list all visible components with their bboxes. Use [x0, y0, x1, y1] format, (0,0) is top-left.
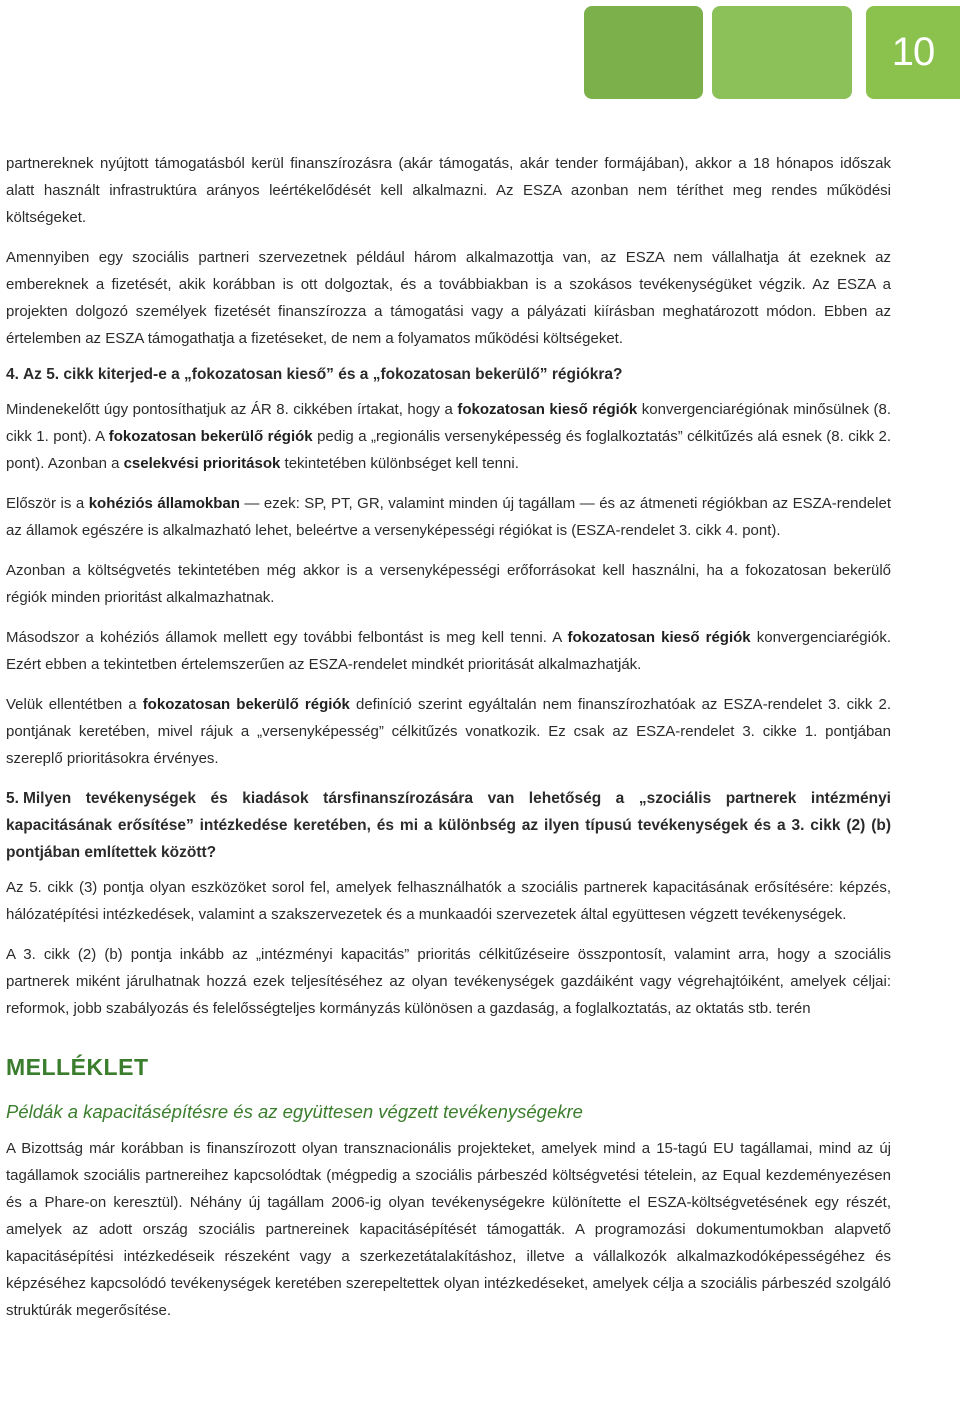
question-4 — [6, 361, 891, 388]
paragraph-5: Azonban a költségvetés tekintetében még akkor is a versenyképességi erőforrásokat kell használni, ha a fokozatosan bekerülő régiók minden prioritást alkalmazhatnak. — [6, 562, 891, 606]
annex-title: MELLÉKLET — [6, 1054, 149, 1080]
paragraph-4 — [6, 490, 891, 544]
page-number: 10 — [866, 6, 960, 99]
annex-subtitle: Példák a kapacitásépítésre és az együttesen végzett tevékenységekre — [6, 1101, 583, 1122]
header-tab-light — [584, 6, 703, 99]
p6-text-b: konvergenciarégiók. Ezért ebben a tekintetben értelemszerűen az ESZA-rendelet mindkét prioritását alkalmazhatják. — [6, 629, 891, 673]
p4-text-a: Először is a — [6, 495, 89, 512]
p6-text-a: Másodszor a kohéziós államok mellett egy további felbontást is meg kell tenni. A — [6, 629, 568, 646]
paragraph-6 — [6, 624, 891, 678]
p6-bold: fokozatosan kieső régiók — [567, 629, 751, 646]
paragraph-7 — [6, 691, 891, 772]
question-5 — [6, 785, 891, 866]
document-body — [6, 150, 891, 1337]
p3-text-c: pedig a „regionális versenyképesség és foglalkoztatás” célkitűzés alá esnek (8. cikk 2. pont). Azonban a — [6, 428, 891, 472]
paragraph-8: Az 5. cikk (3) pontja olyan eszközöket sorol fel, amelyek felhasználhatók a szociális partnerek kapacitásának erősítésére: képzés, hálózatépítési intézkedések, valamint a szakszervezetek és a munkaadói szervezetek által együttesen végzett tevékenységek. — [6, 879, 891, 923]
p3-text-d: tekintetében különbséget kell tenni. — [280, 455, 519, 472]
question-5-text: Milyen tevékenységek és kiadások társfinanszírozására van lehetőség a „szociális partnerek intézményi kapacitásának erősítése” intézkedése keretében, és mi a különbség az ilyen típusú tevékenységek és a 3. cikk (2) (b) pontjában említettek között? — [6, 790, 891, 861]
p3-bold-c: cselekvési prioritások — [123, 455, 281, 472]
paragraph-10: A Bizottság már korábban is finanszírozott olyan transznacionális projekteket, amelyek mind a 15-tagú EU tagállamai, mind az új tagállamok szociális partnereihez kapcsolódtak (mégpedig a szociális párbeszéd költségvetési tételein, az Equal kezdeményezésen és a Phare-on keresztül). Néhány új tagállam 2006-ig olyan tevékenységekre különítette el ESZA-költségvetésének egy részét, amelyek az adott ország szociális partnereinek kapacitásépítését támogatták. A programozási dokumentumokban alapvető kapacitásépítési intézkedéseik részeként vagy a szerkezetátalakításhoz, illetve a vállalkozók alkalmazkodóképességéhez és képzéséhez kapcsolódó tevékenységek keretében szerepeltettek olyan intézkedéseket, amelyek célja a szociális párbeszéd szolgáló struktúrák megerősítése. — [6, 1140, 891, 1319]
paragraph-2: Amennyiben egy szociális partneri szervezetnek például három alkalmazottja van, az ESZA nem vállalhatja át ezeknek az embereknek a fizetését, akik korábban is ott dolgoztak, és a továbbiakban is a szokásos tevékenységüket végzik. Az ESZA a projekten dolgozó személyek fizetését finanszírozza a támogatási vagy a pályázati kiírásban meghatározott módon. Ebben az értelemben az ESZA támogathatja a fizetéseket, de nem a folyamatos működési költségeket. — [6, 249, 891, 347]
p3-text-a: Mindenekelőtt úgy pontosíthatjuk az ÁR 8. cikkében írtakat, hogy a — [6, 401, 458, 418]
p4-bold: kohéziós államokban — [88, 495, 240, 512]
p7-text-b: definíció szerint egyáltalán nem finanszírozhatóak az ESZA-rendelet 3. cikk 2. pontjának keretében, mivel rájuk a „versenyképesség” célkitűzés vonatkozik. Ez csak az ESZA-rendelet 3. cikke 1. pontjában szereplő prioritásokra érvényes. — [6, 696, 891, 767]
paragraph-3 — [6, 396, 891, 477]
header-tab-mid — [712, 6, 852, 99]
p3-bold-a: fokozatosan kieső régiók — [457, 401, 638, 418]
p4-text-b: — ezek: SP, PT, GR, valamint minden új tagállam — és az átmeneti régiókban az ESZA-rendelet az államok egészére is alkalmazható lehet, beleértve a versenyképességi régiókat is (ESZA-rendelet 3. cikk 4. pont). — [6, 495, 892, 539]
paragraph-1: partnereknek nyújtott támogatásból kerül finanszírozásra (akár támogatás, akár tender formájában), akkor a 18 hónapos időszak alatt használt infrastruktúra arányos leértékelődését kell alkalmazni. Az ESZA azonban nem téríthet meg rendes működési költségeket. — [6, 155, 891, 226]
question-5-number: 5. — [6, 790, 19, 807]
p3-bold-b: fokozatosan bekerülő régiók — [108, 428, 313, 445]
p3-text-b: konvergenciarégiónak minősülnek (8. cikk 1. pont). A — [6, 401, 891, 445]
p7-bold: fokozatosan bekerülő régiók — [142, 696, 350, 713]
paragraph-9: A 3. cikk (2) (b) pontja inkább az „intézményi kapacitás” prioritás célkitűzéseire összpontosít, valamint arra, hogy a szociális partnerek miként járulhatnak hozzá ezek teljesítéséhez az olyan tevékenységek gazdáiként vagy végrehajtóiként, amelyek céljai: reformok, jobb szabályozás és felelősségteljes kormányzás különösen a gazdaság, a foglalkoztatás, az oktatás stb. terén — [6, 946, 891, 1017]
question-4-text: Az 5. cikk kiterjed-e a „fokozatosan kieső” és a „fokozatosan bekerülő” régiókra? — [22, 366, 623, 383]
p7-text-a: Velük ellentétben a — [6, 696, 143, 713]
question-4-number: 4. — [6, 366, 19, 383]
